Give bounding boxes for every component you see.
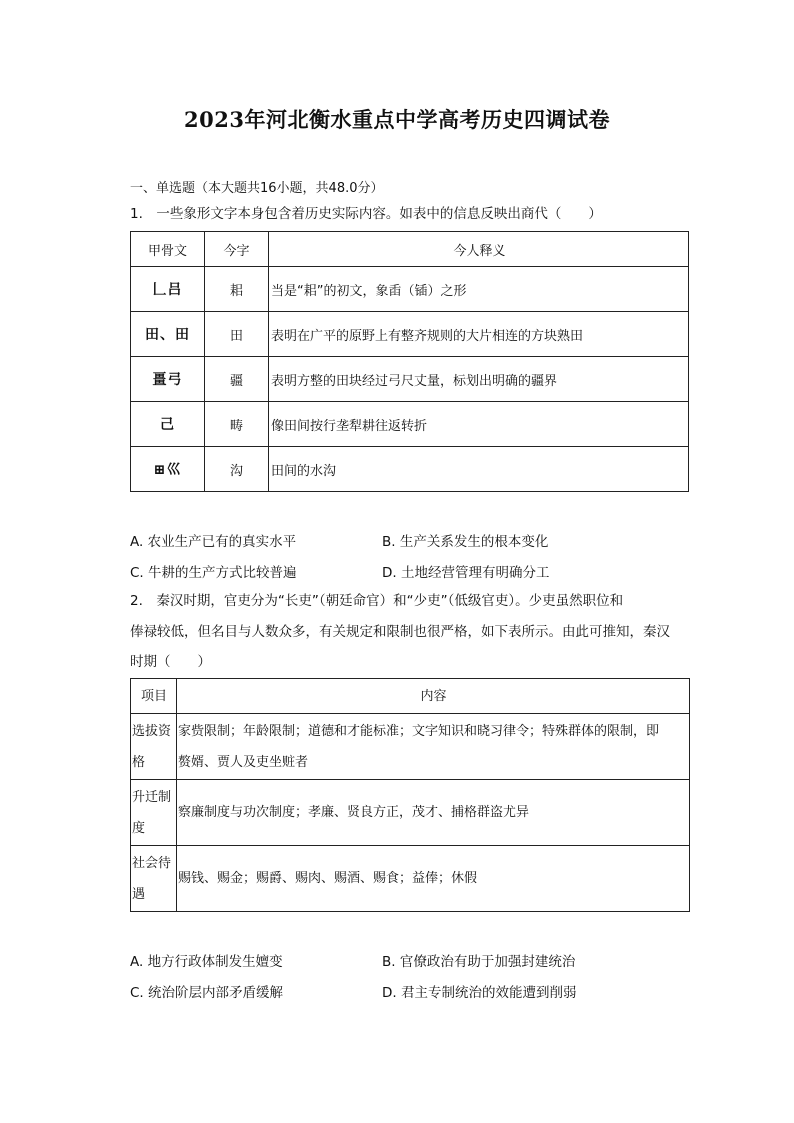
- oracle-bone-jiang-icon: 畺弓: [152, 372, 183, 388]
- table-header-row: [131, 232, 689, 267]
- meaning-cell: 表明在广平的原野上有整齐规则的大片相连的方块熟田: [269, 312, 689, 357]
- modern-char-cell: 畴: [205, 402, 269, 447]
- oracle-glyph-cell: [131, 312, 205, 357]
- column-header-modern-char: 今字: [205, 232, 269, 267]
- option-d: D. 土地经营管理有明确分工: [382, 565, 550, 581]
- option-c: C. 统治阶层内部矛盾缓解: [130, 985, 284, 1001]
- table-header-row: [131, 679, 690, 714]
- oracle-glyph-cell: [131, 357, 205, 402]
- column-header-item: 项目: [131, 679, 177, 714]
- question-2-stem-line2: 俸禄较低，但名目与人数众多，有关规定和限制也很严格，如下表所示。由此可推知，秦汉: [130, 624, 670, 640]
- content-cell: [177, 714, 690, 780]
- item-cell: [131, 780, 177, 846]
- item-label-line: 升迁制: [132, 789, 172, 805]
- modern-char-cell: 沟: [205, 447, 269, 492]
- option-c: C. 牛耕的生产方式比较普遍: [130, 565, 297, 581]
- table-row: [131, 780, 690, 846]
- question-2-stem-line1: 2. 秦汉时期，官吏分为“长吏”（朝廷命官）和“少吏”（低级官吏）。少吏虽然职位和: [130, 593, 624, 609]
- option-b: B. 生产关系发生的根本变化: [382, 534, 549, 550]
- oracle-glyph-cell: [131, 447, 205, 492]
- column-header-content: 内容: [177, 679, 690, 714]
- table-row: [131, 402, 689, 447]
- question-2-table: [130, 678, 690, 912]
- question-2-stem-line3: 时期（ ）: [130, 654, 211, 670]
- meaning-cell: 表明方整的田块经过弓尺丈量，标划出明确的疆界: [269, 357, 689, 402]
- meaning-cell: 田间的水沟: [269, 447, 689, 492]
- oracle-bone-chou-icon: 己: [160, 417, 175, 433]
- item-cell: [131, 846, 177, 912]
- oracle-bone-gou-icon: ⊞巛: [153, 462, 182, 478]
- column-header-meaning: 今人释义: [269, 232, 689, 267]
- option-b: B. 官僚政治有助于加强封建统治: [382, 954, 576, 970]
- column-header-oracle: 甲骨文: [131, 232, 205, 267]
- item-cell: [131, 714, 177, 780]
- modern-char-cell: 田: [205, 312, 269, 357]
- question-1-stem: 1. 一些象形文字本身包含着历史实际内容。如表中的信息反映出商代（ ）: [130, 206, 602, 222]
- oracle-glyph-cell: [131, 402, 205, 447]
- table-row: [131, 267, 689, 312]
- item-label-line: 选拔资: [132, 723, 172, 739]
- option-a: A. 农业生产已有的真实水平: [130, 534, 297, 550]
- item-label-line: 格: [132, 754, 146, 770]
- modern-char-cell: 耜: [205, 267, 269, 312]
- oracle-glyph-cell: [131, 267, 205, 312]
- page-title: 2023年河北衡水重点中学高考历史四调试卷: [184, 107, 610, 132]
- section-heading: 一、单选题（本大题共16小题，共48.0分）: [130, 181, 384, 196]
- option-d: D. 君主专制统治的效能遭到削弱: [382, 985, 577, 1001]
- table-row: [131, 447, 689, 492]
- oracle-bone-si-icon: 𠃊吕: [152, 282, 183, 298]
- content-cell: 赐钱、赐金；赐爵、赐肉、赐酒、赐食；益俸；休假: [177, 846, 690, 912]
- question-1-table: [130, 231, 689, 492]
- option-a: A. 地方行政体制发生嬗变: [130, 954, 283, 970]
- content-line: 家赀限制；年龄限制；道德和才能标准；文字知识和晓习律令；特殊群体的限制，即: [178, 723, 660, 739]
- table-row: [131, 312, 689, 357]
- table-row: [131, 846, 690, 912]
- item-label-line: 社会待: [132, 855, 172, 871]
- meaning-cell: 像田间按行垄犁耕往返转折: [269, 402, 689, 447]
- item-label-line: 度: [132, 820, 146, 836]
- table-row: [131, 357, 689, 402]
- content-line: 赘婿、贾人及吏坐赃者: [178, 754, 309, 770]
- content-cell: 察廉制度与功次制度；孝廉、贤良方正，茂才、捕格群盗尤异: [177, 780, 690, 846]
- item-label-line: 遇: [132, 886, 146, 902]
- modern-char-cell: 疆: [205, 357, 269, 402]
- table-row: [131, 714, 690, 780]
- oracle-bone-tian-icon: 田、田: [145, 327, 190, 343]
- meaning-cell: 当是“耜”的初文，象臿（锸）之形: [269, 267, 689, 312]
